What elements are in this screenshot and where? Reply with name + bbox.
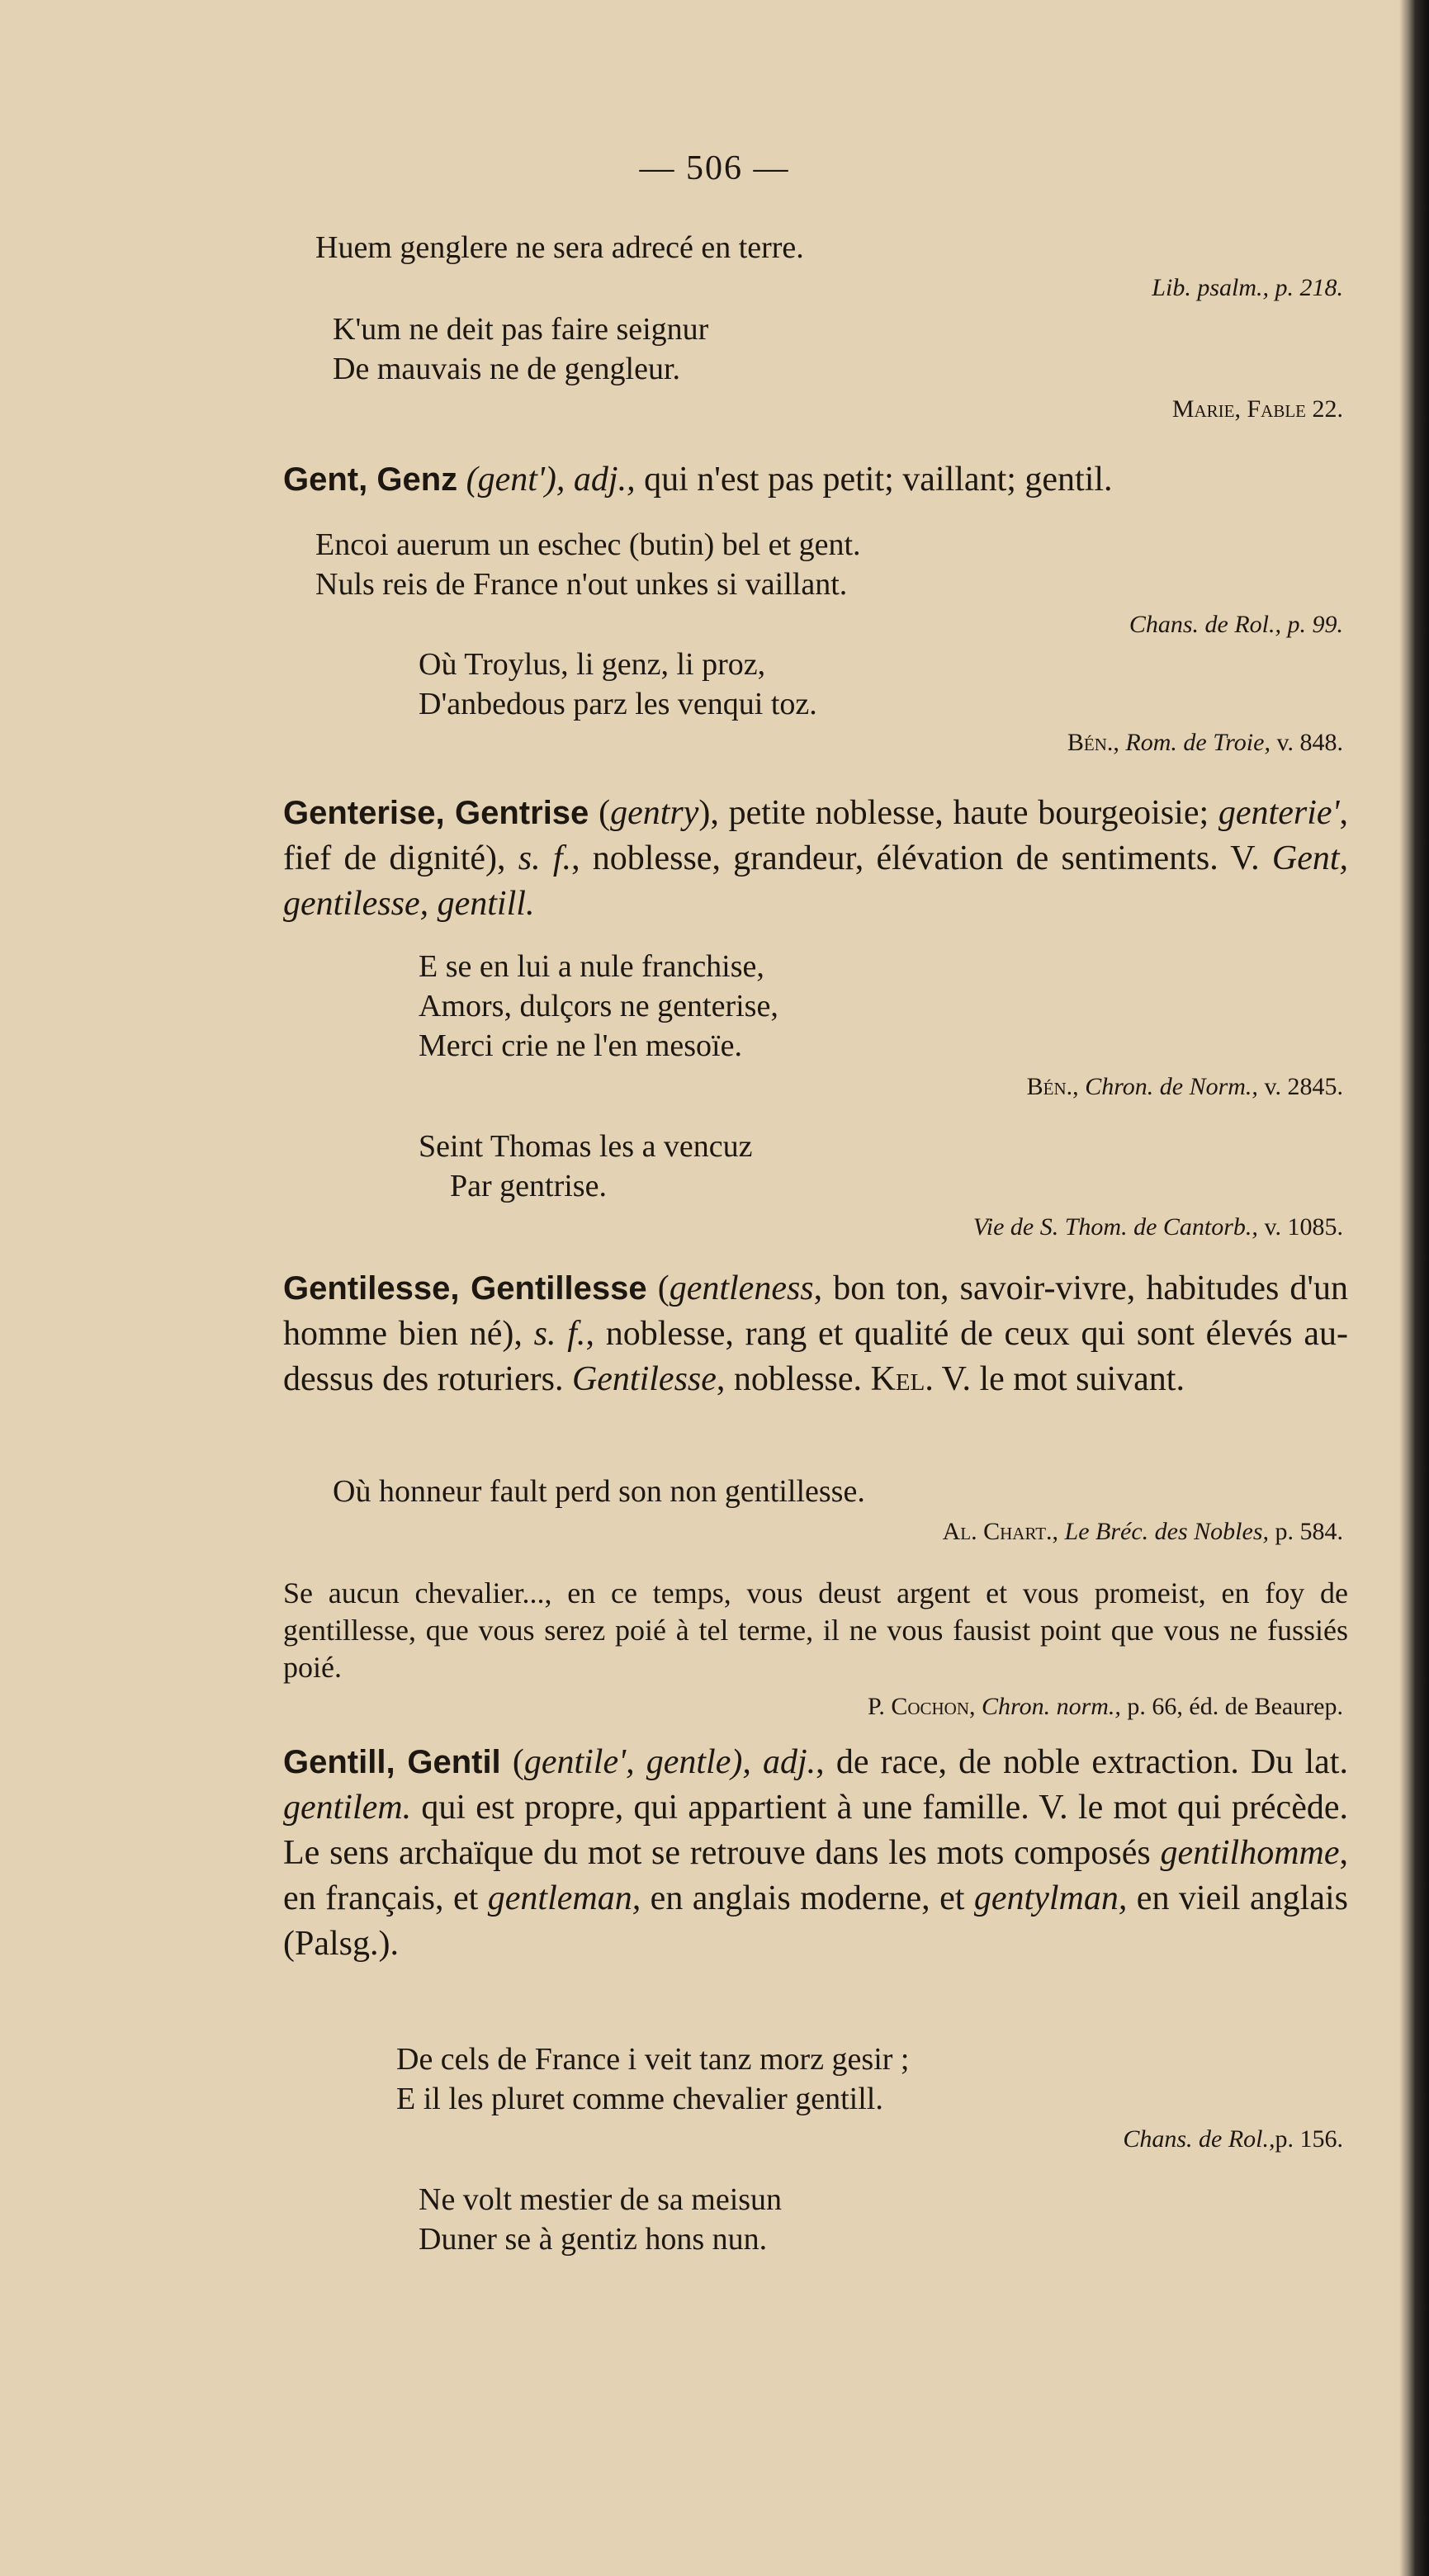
verse-line: Seint Thomas les a vencuz xyxy=(419,1129,753,1164)
etymology: (gent'), adj., xyxy=(466,461,636,499)
source-citation: Chans. de Rol.,p. 156. xyxy=(1123,2125,1343,2153)
source-citation: Chans. de Rol., p. 99. xyxy=(1129,611,1343,638)
verse-line: Où honneur fault perd son non gentillesse. xyxy=(333,1474,865,1509)
verse-line: De cels de France i veit tanz morz gesir ; xyxy=(396,2042,910,2077)
entry-genterise: Genterise, Gentrise (gentry), petite noblesse, haute bourgeoisie; genterie', fief de dignité), s. f., noblesse, grandeur, élévation de sentiments. V. Gent, gentilesse, gentill. xyxy=(283,794,1349,923)
source-citation: Al. Chart., Le Bréc. des Nobles, p. 584. xyxy=(942,1518,1343,1545)
prose-quotation: Se aucun chevalier..., en ce temps, vous deust argent et vous promeist, en foy de gentillesse, que vous serez poié à tel terme, il ne vous fausist point que vous ne fussiés poié. xyxy=(283,1576,1348,1684)
verse-line: Huem genglere ne sera adrecé en terre. xyxy=(315,230,804,265)
page-number: — 506 — xyxy=(639,149,790,187)
verse-line: Ne volt mestier de sa meisun xyxy=(419,2182,783,2217)
verse-line: De mauvais ne de gengleur. xyxy=(333,352,681,386)
verse-line: Nuls reis de France n'out unkes si vaillant. xyxy=(315,567,848,602)
verse-line: Merci crie ne l'en mesoïe. xyxy=(419,1028,742,1063)
verse-line: Encoi auerum un eschec (butin) bel et gent. xyxy=(315,527,861,562)
entry-gent xyxy=(283,457,1348,503)
definition: qui n'est pas petit; vaillant; gentil. xyxy=(635,461,1113,499)
headword: Gentilesse, Gentillesse xyxy=(283,1270,647,1307)
entry-gentill: Gentill, Gentil (gentile', gentle), adj., de race, de noble extraction. Du lat. gentilem. qui est propre, qui appartient à une famille. V. le mot qui précède. Le sens archaïque du mot se retrouve dans les mots composés gentilhomme, en français, et gentleman, en anglais moderne, et gentylman, en vieil anglais (Palsg.). xyxy=(283,1743,1348,1963)
entry-gentilesse: Gentilesse, Gentillesse (gentleness, bon ton, savoir-vivre, habitudes d'un homme bien né), s. f., noblesse, rang et qualité de ceux qui sont élevés au-dessus des roturiers. Gentilesse, noblesse. Kel. V. le mot suivant. xyxy=(283,1269,1348,1398)
verse-line: Où Troylus, li genz, li proz, xyxy=(419,647,766,682)
source-citation: P. Cochon, Chron. norm., p. 66, éd. de Beaurep. xyxy=(867,1693,1343,1720)
verse-line: E il les pluret comme chevalier gentill. xyxy=(396,2082,883,2116)
source-citation: Bén., Chron. de Norm., v. 2845. xyxy=(1026,1073,1343,1100)
book-edge-shadow xyxy=(1399,0,1429,2576)
verse-line: E se en lui a nule franchise, xyxy=(419,949,764,984)
source-citation: Bén., Rom. de Troie, v. 848. xyxy=(1067,729,1343,756)
verse-line: K'um ne deit pas faire seignur xyxy=(333,312,709,347)
verse-line: Par gentrise. xyxy=(450,1169,607,1203)
headword: Gentill, Gentil xyxy=(283,1744,501,1780)
verse-line: Amors, dulçors ne genterise, xyxy=(419,989,778,1023)
headword: Genterise, Gentrise xyxy=(283,795,589,831)
verse-line: Duner se à gentiz hons nun. xyxy=(419,2222,768,2257)
verse-line: D'anbedous parz les venqui toz. xyxy=(419,687,817,721)
source-citation: Lib. psalm., p. 218. xyxy=(1152,274,1343,301)
source-citation: Marie, Fable 22. xyxy=(1171,395,1343,423)
source-citation: Vie de S. Thom. de Cantorb., v. 1085. xyxy=(972,1213,1343,1241)
headword: Gent, Genz xyxy=(283,461,458,498)
